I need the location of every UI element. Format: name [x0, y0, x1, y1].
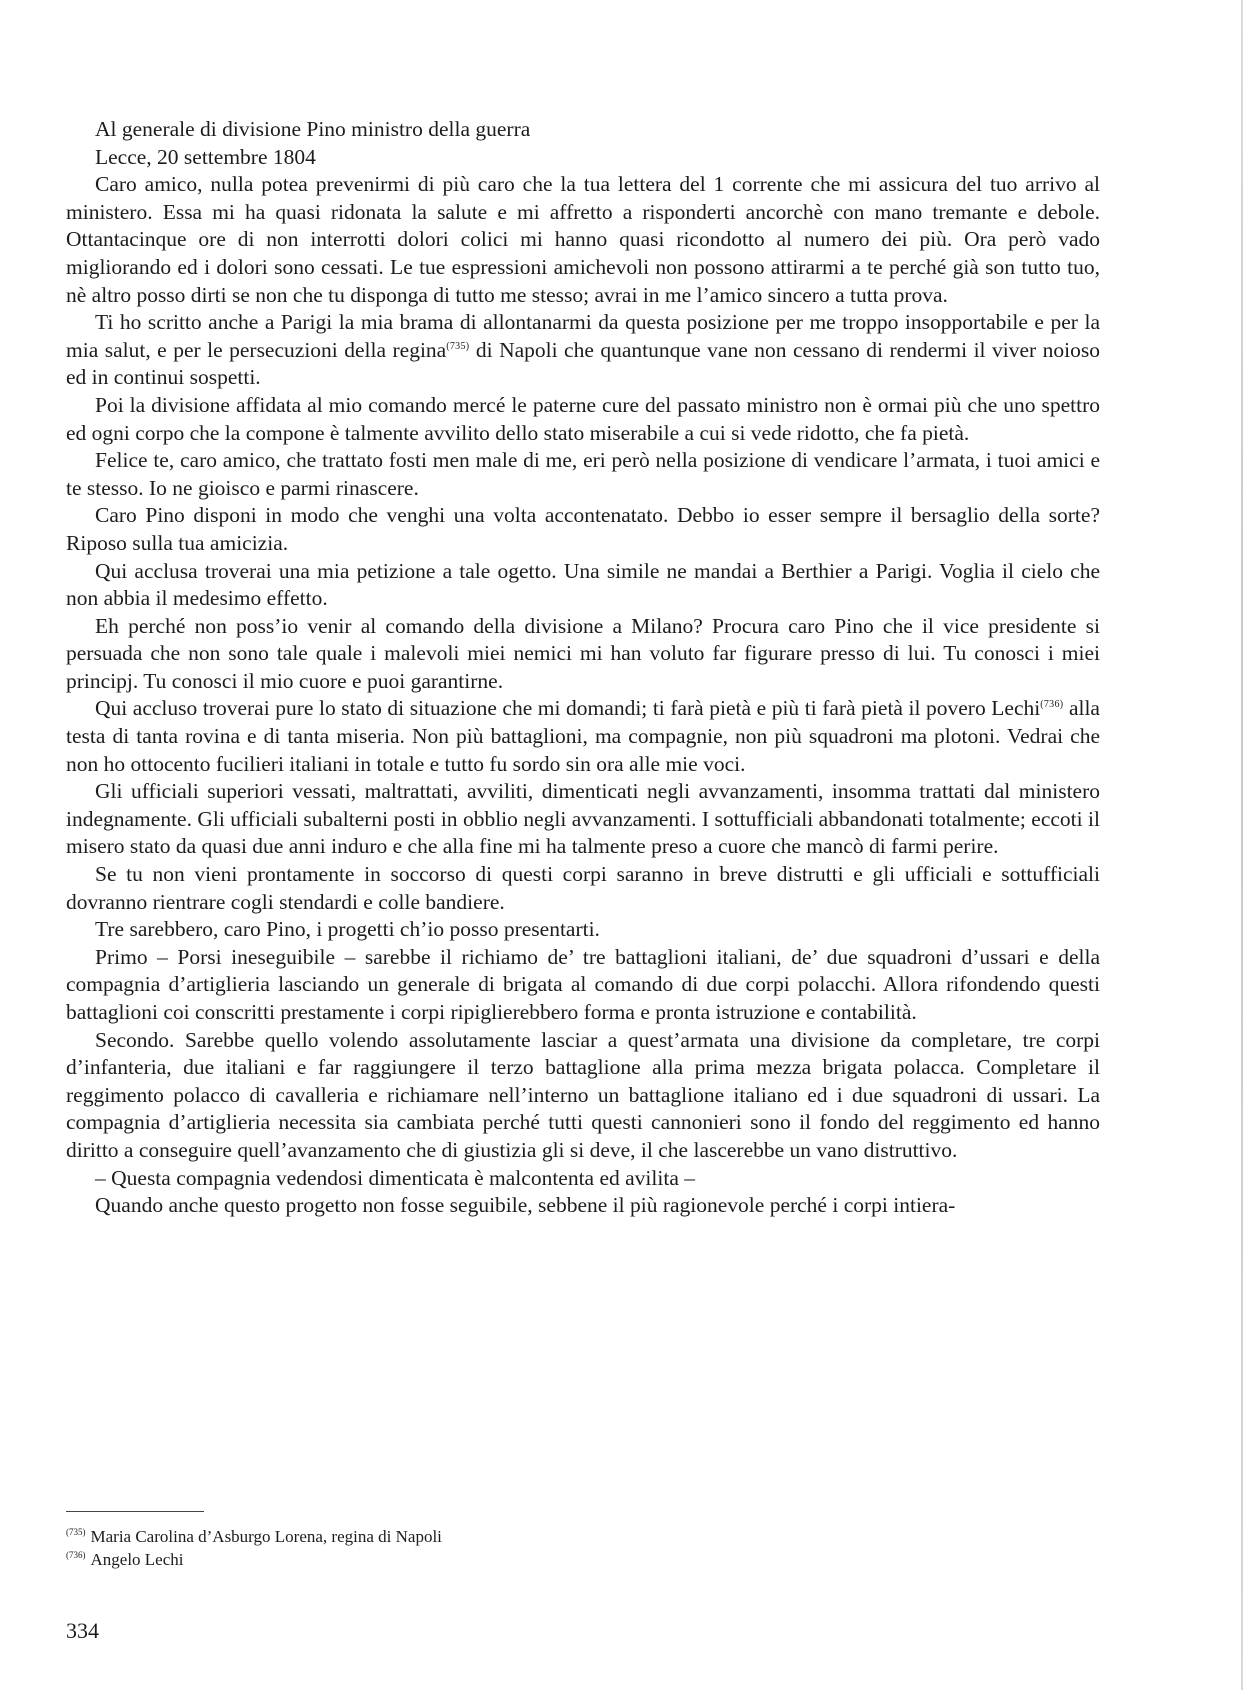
paragraph: Caro amico, nulla potea prevenirmi di più caro che la tua lettera del 1 corrente che mi assicura del tuo arrivo al ministero. Essa mi ha quasi ridonata la salute e mi affretto a risponderti ancorchè con mano tremante e debole. Ottantacinque ore di non interrotti dolori colici mi hanno quasi ricondotto al numero dei più. Ora però vado migliorando ed i dolori sono cessati. Le tue espressioni amichevoli non possono attirarmi a te perché già son tutto tuo, nè altro posso dirti se non che tu disponga di tutto me stesso; avrai in me l’amico sincero a tutta prova. — [66, 172, 1100, 307]
letter-body — [66, 116, 1100, 1220]
footnote-number: (735) — [66, 1527, 86, 1538]
page-edge — [1241, 0, 1243, 1690]
footnote-text: Angelo Lechi — [90, 1550, 184, 1569]
paragraph: – Questa compagnia vedendosi dimenticata è malcontenta ed avilita – — [95, 1165, 695, 1190]
footnote-text: Maria Carolina d’Asburgo Lorena, regina di Napoli — [90, 1527, 442, 1546]
paragraph: Secondo. Sarebbe quello volendo assolutamente lasciar a quest’armata una divisione da completare, tre corpi d’infanteria, due italiani e far raggiungere il terzo battaglione alla prima mezza brigata polacca. Completare il reggimento polacco di cavalleria e richiamare nell’interno un battaglione italiano ed i due squadroni di ussari. La compagnia d’artiglieria necessita sia cambiata perché tutti questi cannonieri sono il fondo del reggimento ed hanno diritto a conseguire quell’avanzamento che di giustizia gli si deve, il che lascerebbe un vano distruttivo. — [66, 1027, 1100, 1162]
page-number: 334 — [66, 1618, 99, 1643]
footnote-item — [66, 1548, 966, 1571]
letter-heading: Al generale di divisione Pino ministro della guerra — [95, 117, 531, 141]
paragraph: Eh perché non poss’io venir al comando della divisione a Milano? Procura caro Pino che il vice presidente si persuada che non sono tale quale i malevoli miei nemici mi han voluto far figurare presso di lui. Tu conosci i miei principj. Tu conosci il mio cuore e puoi garantirne. — [66, 613, 1100, 693]
footnote-divider — [66, 1511, 204, 1512]
footnote-marker: (735) — [446, 340, 470, 352]
paragraph: Ti ho scritto anche a Parigi la mia brama di allontanarmi da questa posizione per me troppo insopportabile e per la mia salut, e per le persecuzioni della regina$^{(735)}$ di Napoli che quantunque vane non cessano di rendermi il viver noioso ed in continui sospetti. — [66, 310, 1100, 390]
paragraph: Quando anche questo progetto non fosse seguibile, sebbene il più ragionevole perché i corpi intiera- — [95, 1193, 956, 1218]
paragraph: Felice te, caro amico, che trattato fosti men male di me, eri però nella posizione di vendicare l’armata, i tuoi amici e te stesso. Io ne gioisco e parmi rinascere. — [66, 448, 1100, 500]
footnote-number: (736) — [66, 1550, 86, 1561]
footnotes — [66, 1525, 966, 1571]
paragraph: Poi la divisione affidata al mio comando mercé le paterne cure del passato ministro non è ormai più che uno spettro ed ogni corpo che la compone è talmente avvilito dello stato miserabile a cui si vede ridotto, che fa pietà. — [66, 392, 1100, 445]
place-date: Lecce, 20 settembre 1804 — [95, 144, 316, 169]
footnote-marker: (736) — [1040, 699, 1064, 711]
paragraph: Qui acclusa troverai una mia petizione a tale ogetto. Una simile ne mandai a Berthier a Parigi. Voglia il cielo che non abbia il medesimo effetto. — [66, 558, 1100, 611]
paragraph: Gli ufficiali superiori vessati, maltrattati, avviliti, dimenticati negli avvanzamenti, insomma trattati dal ministero indegnamente. Gli ufficiali subalterni posti in obblio negli avvanzamenti. I sottufficiali abbandonati totalmente; eccoti il misero stato da quasi due anni induro e che alla fine mi ha talmente preso a cuore che mancò di farmi perire. — [66, 779, 1100, 859]
paragraph: Tre sarebbero, caro Pino, i progetti ch’io posso presentarti. — [95, 917, 600, 942]
paragraph: Se tu non vieni prontamente in soccorso di questi corpi saranno in breve distrutti e gli ufficiali e sottufficiali dovranno rientrare cogli stendardi e colle bandiere. — [66, 862, 1100, 914]
paragraph: Qui accluso troverai pure lo stato di situazione che mi domandi; ti farà pietà e più ti farà pietà il povero Lechi$^{(736)}$ alla testa di tanta rovina e di tanta miseria. Non più battaglioni, ma compagnie, non più squadroni ma plotoni. Vedrai che non ho ottocento fucilieri italiani in totale e tutto fu sordo sin ora alle mie voci. — [66, 696, 1100, 776]
footnote-item — [66, 1525, 966, 1548]
paragraph: Caro Pino disponi in modo che venghi una volta accontenatato. Debbo io esser sempre il bersaglio della sorte? Riposo sulla tua amicizia. — [66, 503, 1100, 555]
paragraph: Primo – Porsi ineseguibile – sarebbe il richiamo de’ tre battaglioni italiani, de’ due squadroni d’ussari e della compagnia d’artiglieria lasciando un generale di brigata al comando di due corpi polacchi. Allora rifondendo questi battaglioni coi conscritti prestamente i corpi ripiglierebbero forma e pronta istruzione e contabilità. — [66, 944, 1100, 1024]
